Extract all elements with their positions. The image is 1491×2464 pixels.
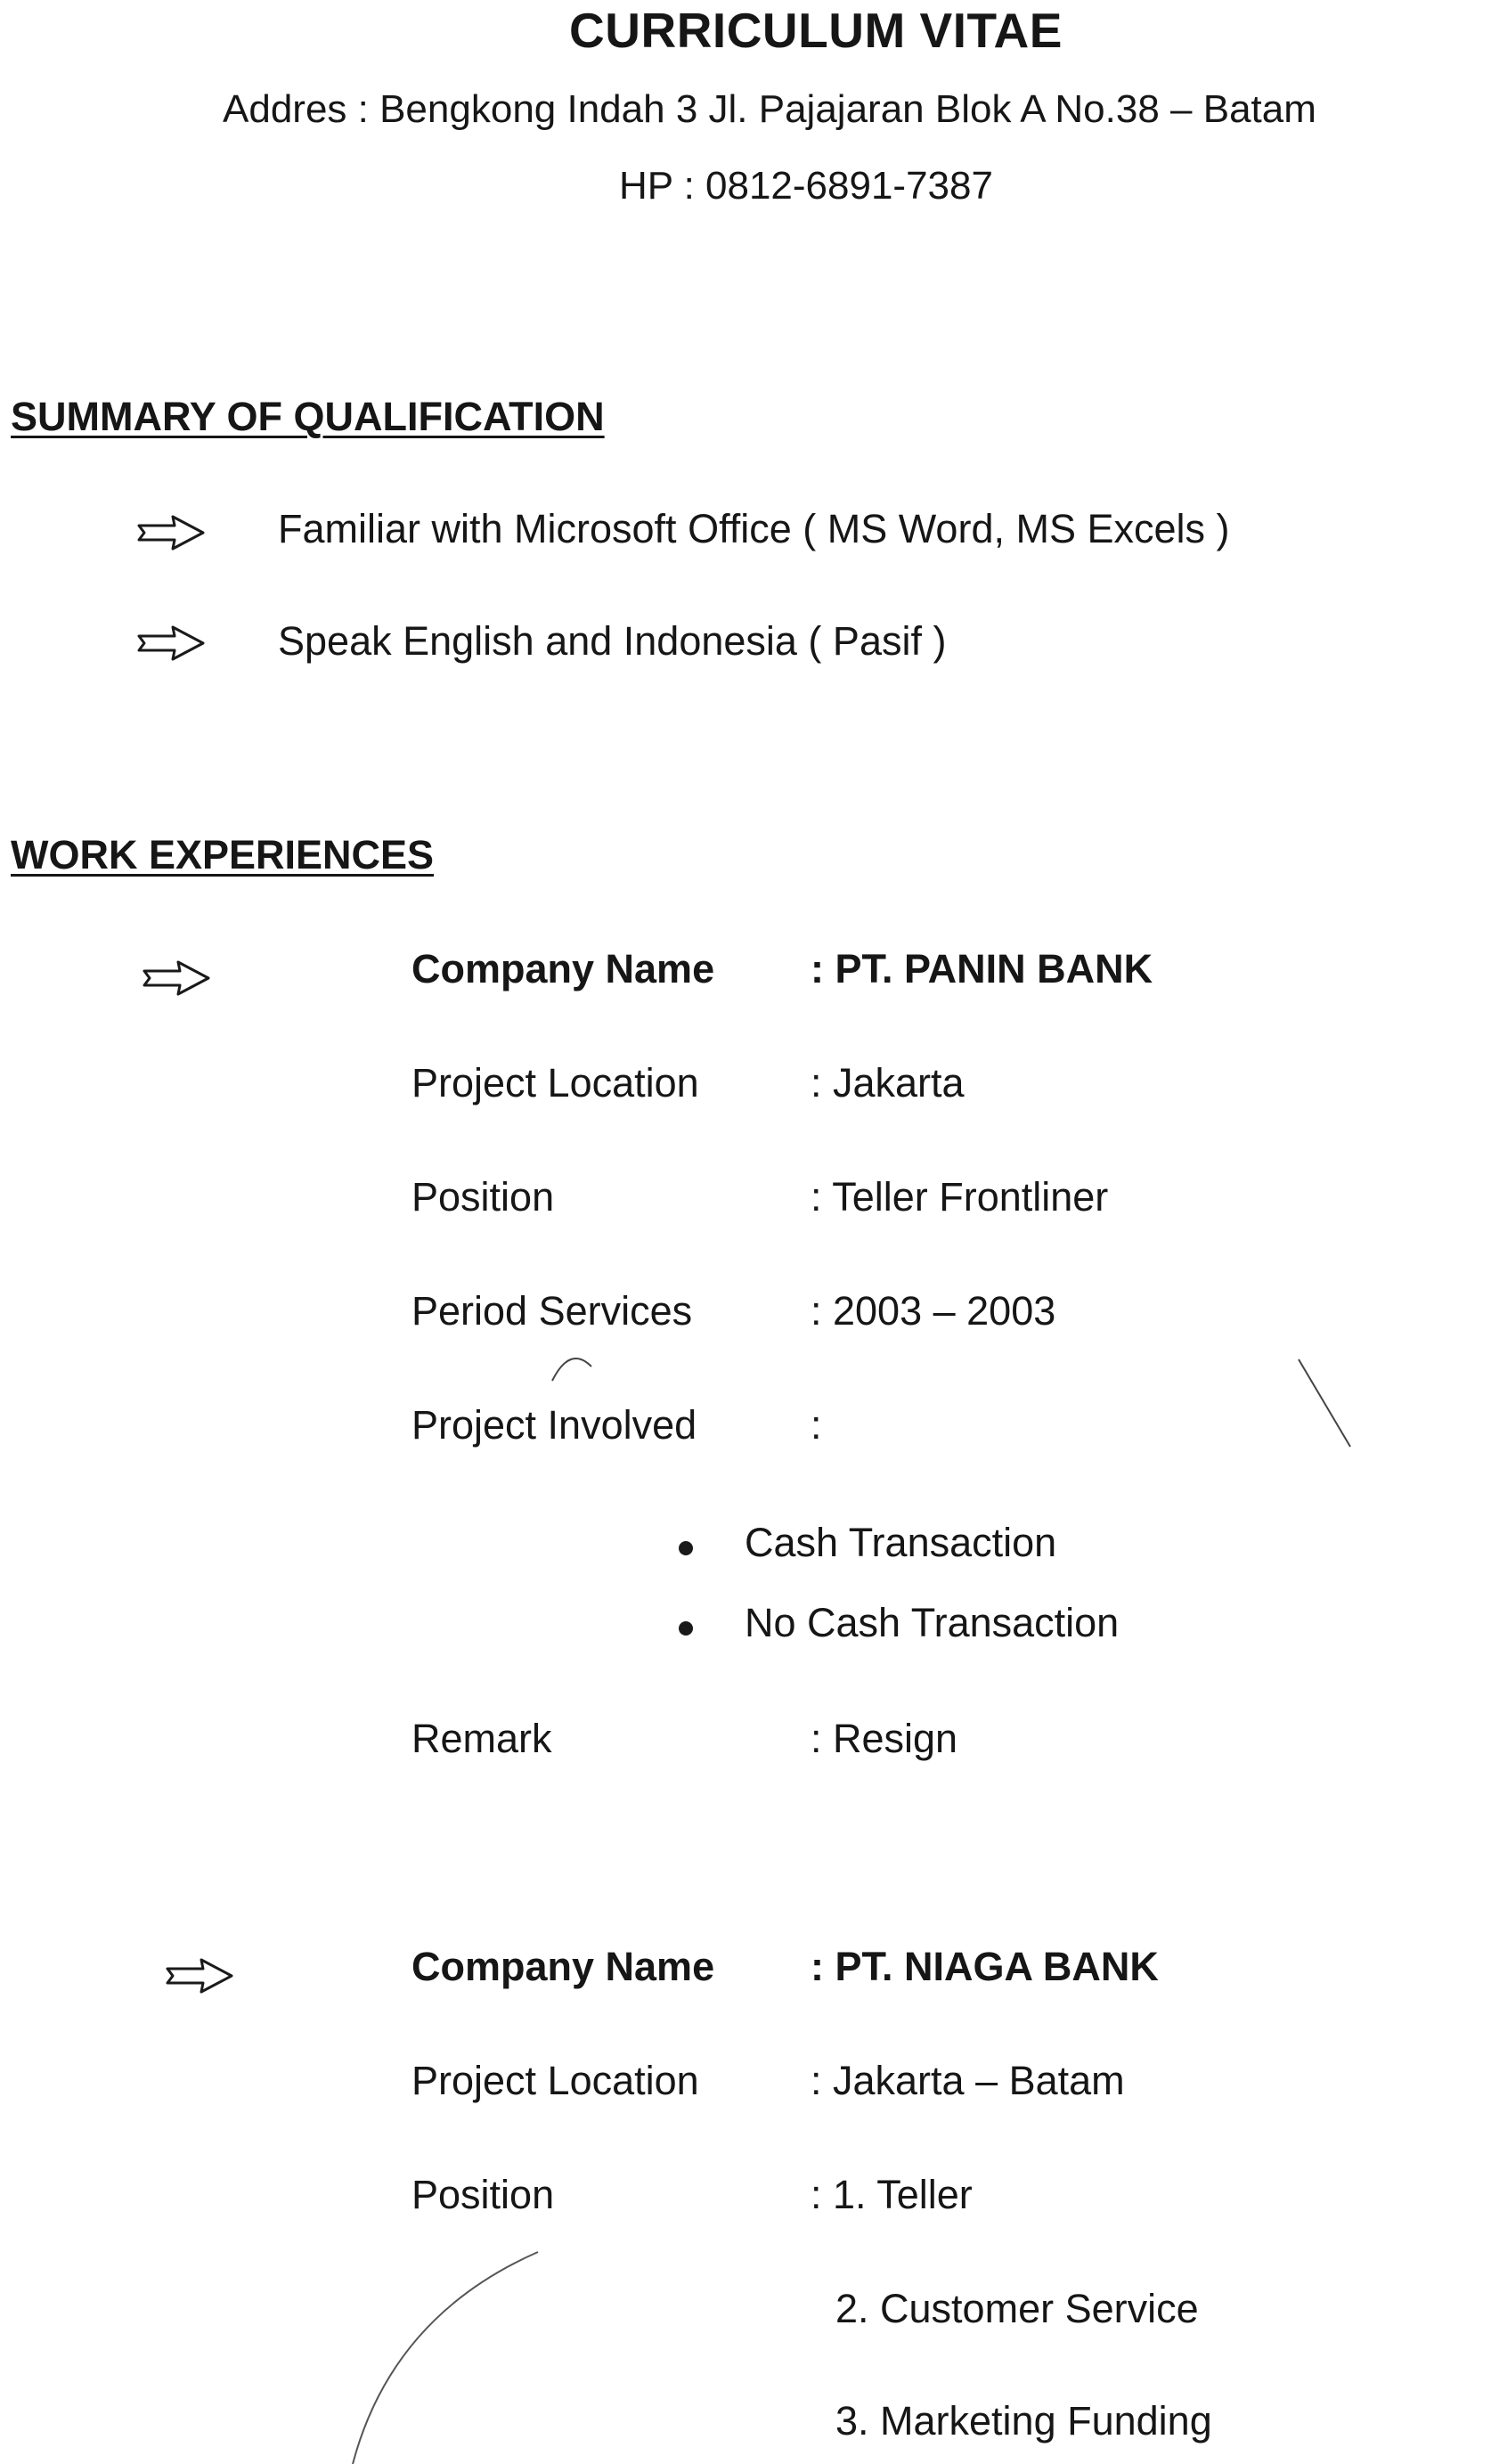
- right-arrow-icon: [135, 624, 207, 663]
- company-name-value: : PT. NIAGA BANK: [811, 1944, 1159, 1989]
- project-involved-colon: :: [811, 1402, 822, 1448]
- position-value: : Teller Frontliner: [811, 1174, 1109, 1220]
- company-name-value: : PT. PANIN BANK: [811, 946, 1153, 991]
- phone-line: HP : 0812-6891-7387: [619, 164, 993, 208]
- position-label: Position: [411, 1174, 555, 1220]
- involved-item: No Cash Transaction: [745, 1600, 1120, 1645]
- bullet-dot: [679, 1621, 693, 1636]
- period-label: Period Services: [411, 1288, 693, 1334]
- remark-label: Remark: [411, 1716, 552, 1761]
- right-arrow-icon: [141, 959, 212, 998]
- address-line: Addres : Bengkong Indah 3 Jl. Pajajaran Blok A No.38 – Batam: [223, 87, 1316, 131]
- summary-heading: SUMMARY OF QUALIFICATION: [11, 394, 605, 439]
- period-value: : 2003 – 2003: [811, 1288, 1056, 1334]
- page-title: CURRICULUM VITAE: [569, 3, 1063, 58]
- bullet-dot: [679, 1541, 693, 1555]
- right-arrow-icon: [164, 1956, 235, 1995]
- project-involved-label: Project Involved: [411, 1402, 697, 1448]
- involved-item: Cash Transaction: [745, 1520, 1057, 1565]
- project-location-value: : Jakarta: [811, 1060, 965, 1106]
- work-heading: WORK EXPERIENCES: [11, 832, 435, 877]
- position-value: : 1. Teller: [811, 2172, 973, 2217]
- qualification-item: Speak English and Indonesia ( Pasif ): [278, 618, 947, 664]
- position-value: 2. Customer Service: [835, 2286, 1199, 2331]
- right-arrow-icon: [135, 513, 207, 552]
- project-location-label: Project Location: [411, 1060, 699, 1106]
- position-label: Position: [411, 2172, 555, 2217]
- company-name-label: Company Name: [411, 1944, 715, 1989]
- qualification-item: Familiar with Microsoft Office ( MS Word, MS Excels ): [278, 506, 1230, 551]
- project-location-label: Project Location: [411, 2058, 699, 2103]
- company-name-label: Company Name: [411, 946, 715, 991]
- position-value: 3. Marketing Funding: [835, 2398, 1212, 2444]
- project-location-value: : Jakarta – Batam: [811, 2058, 1125, 2103]
- remark-value: : Resign: [811, 1716, 958, 1761]
